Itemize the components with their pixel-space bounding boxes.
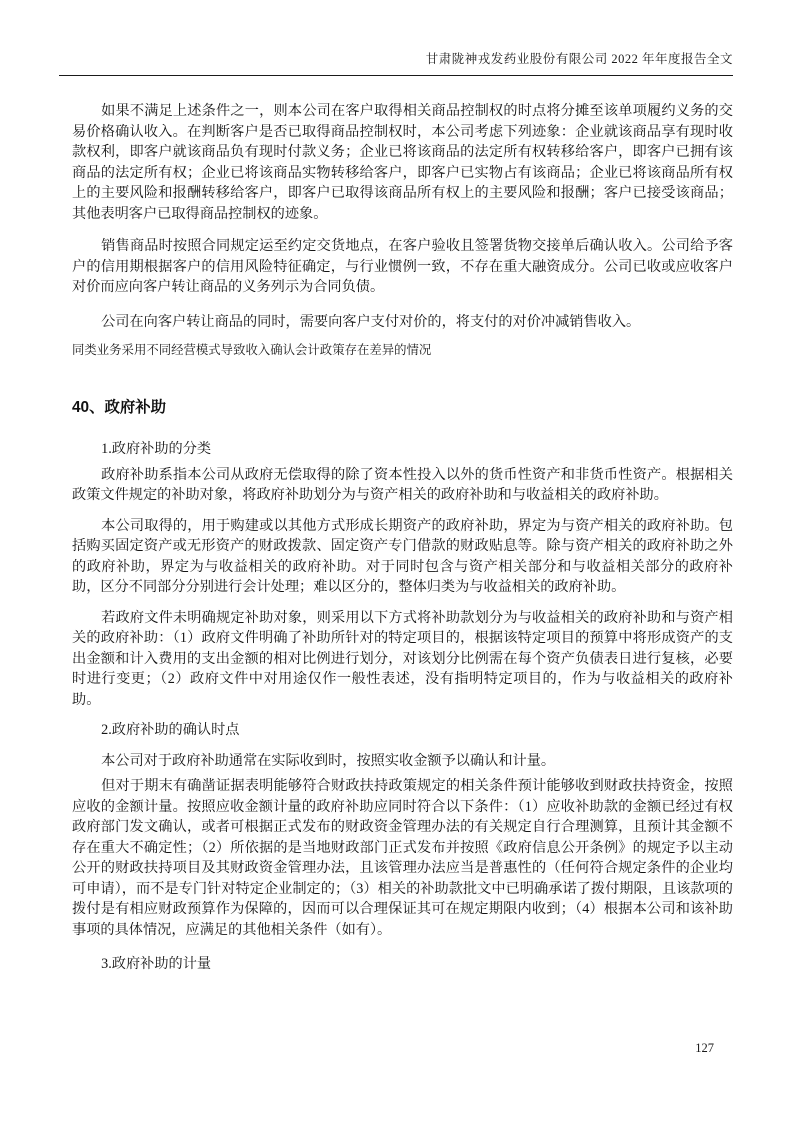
paragraph-consideration-offset: 公司在向客户转让商品的同时，需要向客户支付对价的，将支付的对价冲减销售收入。 — [101, 313, 641, 330]
paragraph-revenue-conditions: 如果不满足上述条件之一，则本公司在客户取得相关商品控制权的时点将分摊至该单项履约义务的交易价格确认收入。在判断客户是否已取得商品控制权时，本公司考虑下列迹象：企业就该商品享有现时收款权利，即客户就该商品负有现时付款义务；企业已将该商品的法定所有权转移给客户，即客户已拥有该商品的法定所有权；企业已将该商品实物转移给客户，即客户已实物占有该商品；企业已将该商品所有权上的主要风险和报酬转移给客户，即客户已取得该商品所有权上的主要风险和报酬；客户已接受该商品；其他表明客户已取得商品控制权的迹象。 — [72, 103, 733, 222]
page-number: 127 — [695, 1041, 714, 1055]
page-header — [59, 51, 733, 67]
paragraph-receivable-conditions: 但对于期末有确凿证据表明能够符合财政扶持政策规定的相关条件预计能够收到财政扶持资金，按照应收的金额计量。按照应收金额计量的政府补助应同时符合以下条件：（1）应收补助款的金额已经过有权政府部门发文确认，或者可根据正式发布的财政资金管理办法的有关规定自行合理测算，且预计其金额不存在重大不确定性；（2）所依据的是当地财政部门正式发布并按照《政府信息公开条例》的规定予以主动公开的财政扶持项目及其财政资金管理办法，且该管理办法应当是普惠性的（任何符合规定条件的企业均可申请），而不是专门针对特定企业制定的；（3）相关的补助款批文中已明确承诺了拨付期限，且该款项的拨付是有相应财政预算作为保障的，因而可以合理保证其可在规定期限内收到；（4）根据本公司和该补助事项的具体情况，应满足的其他相关条件（如有）。 — [72, 778, 733, 938]
paragraph-recognition-timing: 本公司对于政府补助通常在实际收到时，按照实收金额予以确认和计量。 — [101, 752, 556, 769]
header-divider — [59, 75, 733, 76]
subheading-subsidy-classification: 1.政府补助的分类 — [101, 441, 212, 457]
note-same-business-difference: 同类业务采用不同经营模式导致收入确认会计政策存在差异的情况 — [72, 343, 432, 357]
header-title: 甘肃陇神戎发药业股份有限公司 2022 年年度报告全文 — [425, 52, 733, 66]
page-content — [72, 96, 733, 975]
subheading-subsidy-recognition-timing: 2.政府补助的确认时点 — [101, 722, 240, 738]
paragraph-subsidy-definition: 政府补助系指本公司从政府无偿取得的除了资本性投入以外的货币性资产和非货币性资产。根据相关政策文件规定的补助对象，将政府补助划分为与资产相关的政府补助和与收益相关的政府补助。 — [72, 466, 733, 503]
paragraph-sales-delivery: 销售商品时按照合同规定运至约定交货地点，在客户验收且签署货物交接单后确认收入。公司给予客户的信用期根据客户的信用风险特征确定，与行业惯例一致，不存在重大融资成分。公司已收或应收客户对价而应向客户转让商品的义务列示为合同负债。 — [72, 238, 733, 295]
paragraph-asset-related-subsidy: 本公司取得的，用于购建或以其他方式形成长期资产的政府补助，界定为与资产相关的政府补助。包括购买固定资产或无形资产的财政拨款、固定资产专门借款的财政贴息等。除与资产相关的政府补助之外的政府补助，界定为与收益相关的政府补助。对于同时包含与资产相关部分和与收益相关部分的政府补助，区分不同部分分别进行会计处理；难以区分的，整体归类为与收益相关的政府补助。 — [72, 517, 733, 595]
subheading-subsidy-measurement: 3.政府补助的计量 — [101, 956, 212, 972]
paragraph-unspecified-target-subsidy: 若政府文件未明确规定补助对象，则采用以下方式将补助款划分为与收益相关的政府补助和与资产相关的政府补助：（1）政府文件明确了补助所针对的特定项目的，根据该特定项目的预算中将形成资产的支出金额和计入费用的支出金额的相对比例进行划分，对该划分比例需在每个资产负债表日进行复核，必要时进行变更；（2）政府文件中对用途仅作一般性表述，没有指明特定项目的，作为与收益相关的政府补助。 — [72, 609, 733, 708]
section-heading-government-subsidy: 40、政府补助 — [72, 399, 167, 416]
